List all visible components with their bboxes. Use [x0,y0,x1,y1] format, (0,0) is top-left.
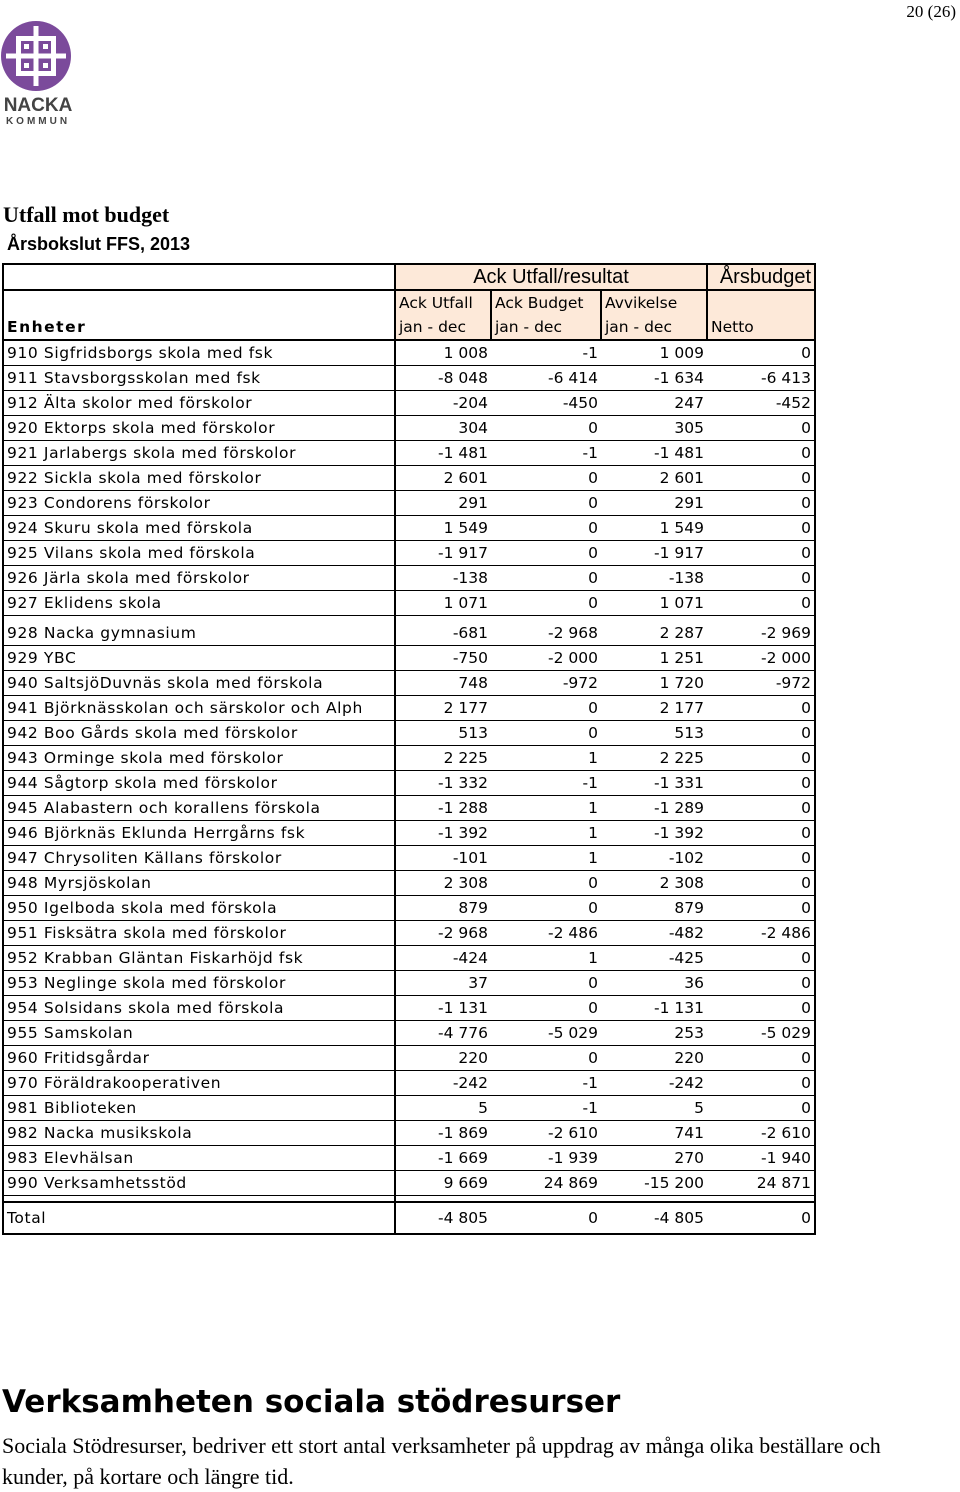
report-title: Utfall mot budget [3,202,170,227]
ack-utfall-value: 37 [395,971,491,996]
table-row [3,746,815,771]
table-row [3,391,815,416]
netto-value: 0 [707,1046,815,1071]
ack-budget-value: 0 [491,416,601,441]
avvikelse-value: 253 [601,1021,707,1046]
unit-name: 981 Biblioteken [3,1096,395,1121]
avvikelse-value: -482 [601,921,707,946]
avvikelse-value: -138 [601,566,707,591]
netto-value: 0 [707,971,815,996]
unit-name: 944 Sågtorp skola med förskolor [3,771,395,796]
ack-budget-value: 0 [491,516,601,541]
ack-budget-value: 0 [491,466,601,491]
table-row [3,846,815,871]
ack-utfall-value: -101 [395,846,491,871]
ack-utfall-value: 5 [395,1096,491,1121]
ack-budget-value: 0 [491,696,601,721]
netto-value: 0 [707,721,815,746]
unit-name: 990 Verksamhetsstöd [3,1171,395,1196]
avvikelse-value: -1 289 [601,796,707,821]
avvikelse-value: -1 634 [601,366,707,391]
netto-value: 0 [707,591,815,616]
total-row [3,1202,815,1234]
ack-budget-value: 0 [491,566,601,591]
unit-name: 982 Nacka musikskola [3,1121,395,1146]
unit-name: 910 Sigfridsborgs skola med fsk [3,340,395,366]
netto-value: -2 969 [707,621,815,646]
unit-name: 950 Igelboda skola med förskola [3,896,395,921]
table-row [3,621,815,646]
unit-name: 947 Chrysoliten Källans förskolor [3,846,395,871]
table-row [3,366,815,391]
ack-utfall-value: -2 968 [395,921,491,946]
table-row [3,946,815,971]
unit-name: 946 Björknäs Eklunda Herrgårns fsk [3,821,395,846]
table-row [3,1071,815,1096]
column-header-avvikelse-line1: Avvikelse [605,294,678,312]
avvikelse-value: 5 [601,1096,707,1121]
table-row [3,821,815,846]
ack-utfall-value: 513 [395,721,491,746]
netto-value: -2 610 [707,1121,815,1146]
group-header-year: Årsbudget [707,264,815,290]
avvikelse-value: -242 [601,1071,707,1096]
table-row [3,1046,815,1071]
ack-budget-value: -1 [491,340,601,366]
avvikelse-value: -102 [601,846,707,871]
ack-budget-value: -2 610 [491,1121,601,1146]
unit-name: 951 Fisksätra skola med förskolor [3,921,395,946]
ack-budget-value: -1 [491,771,601,796]
avvikelse-value: 220 [601,1046,707,1071]
unit-name: 926 Järla skola med förskolor [3,566,395,591]
ack-utfall-value: -4 776 [395,1021,491,1046]
ack-utfall-value: 2 601 [395,466,491,491]
total-avvikelse: -4 805 [601,1202,707,1234]
table-row [3,696,815,721]
avvikelse-value: 741 [601,1121,707,1146]
table-row [3,921,815,946]
netto-value: 0 [707,771,815,796]
unit-name: 945 Alabastern och korallens förskola [3,796,395,821]
netto-value: 0 [707,566,815,591]
ack-budget-value: 0 [491,871,601,896]
logo-subname: KOMMUN [5,116,71,127]
unit-name: 983 Elevhälsan [3,1146,395,1171]
table-row [3,996,815,1021]
avvikelse-value: -1 917 [601,541,707,566]
avvikelse-value: 2 177 [601,696,707,721]
table-row [3,796,815,821]
ack-utfall-value: 748 [395,671,491,696]
avvikelse-value: 1 720 [601,671,707,696]
ack-budget-value: 1 [491,746,601,771]
ack-budget-value: 0 [491,1046,601,1071]
ack-budget-value: -2 486 [491,921,601,946]
total-ack-budget: 0 [491,1202,601,1234]
table-row [3,721,815,746]
avvikelse-value: -425 [601,946,707,971]
ack-utfall-value: -1 917 [395,541,491,566]
ack-utfall-value: -1 131 [395,996,491,1021]
unit-name: 923 Condorens förskolor [3,491,395,516]
avvikelse-value: 2 225 [601,746,707,771]
netto-value: 0 [707,416,815,441]
avvikelse-value: 2 601 [601,466,707,491]
table-group-header [3,264,815,290]
logo-emblem-icon [0,18,76,94]
netto-value: 0 [707,996,815,1021]
ack-budget-value: -1 [491,1096,601,1121]
ack-budget-value: -2 968 [491,621,601,646]
avvikelse-value: 1 071 [601,591,707,616]
netto-value: 0 [707,696,815,721]
avvikelse-value: -1 392 [601,821,707,846]
column-header-utfall [395,290,491,340]
avvikelse-value: 1 009 [601,340,707,366]
unit-name: 929 YBC [3,646,395,671]
unit-name: 970 Föräldrakooperativen [3,1071,395,1096]
section-paragraph: Sociala Stödresurser, bedriver ett stort antal verksamheter på uppdrag av många olika beställare och kunder, på kortare och längre tid. [2,1433,881,1489]
total-label: Total [3,1202,395,1234]
ack-utfall-value: -1 392 [395,821,491,846]
ack-utfall-value: 291 [395,491,491,516]
group-header-ack: Ack Utfall/resultat [395,264,707,290]
column-header-avvikelse-line2: jan - dec [605,318,672,336]
netto-value: -972 [707,671,815,696]
table-row [3,1021,815,1046]
unit-name: 941 Björknässkolan och särskolor och Alph [3,696,395,721]
ack-utfall-value: -1 332 [395,771,491,796]
netto-value: 0 [707,896,815,921]
unit-name: 920 Ektorps skola med förskolor [3,416,395,441]
ack-budget-value: 0 [491,541,601,566]
column-header-avvikelse [601,290,707,340]
netto-value: 0 [707,516,815,541]
avvikelse-value: -1 481 [601,441,707,466]
nacka-kommun-logo [0,18,76,126]
netto-value: 0 [707,466,815,491]
column-header-budget-line1: Ack Budget [495,294,584,312]
netto-value: 24 871 [707,1171,815,1196]
column-header-netto: Netto [707,290,815,340]
table-row [3,671,815,696]
unit-name: 922 Sickla skola med förskolor [3,466,395,491]
ack-budget-value: -1 939 [491,1146,601,1171]
avvikelse-value: -1 331 [601,771,707,796]
table-row [3,491,815,516]
table-row [3,541,815,566]
table-row [3,1171,815,1196]
page-number: 20 (26) [906,2,956,21]
ack-budget-value: 0 [491,721,601,746]
ack-utfall-value: 2 177 [395,696,491,721]
avvikelse-value: 879 [601,896,707,921]
table-row [3,441,815,466]
netto-value: 0 [707,491,815,516]
ack-budget-value: 0 [491,896,601,921]
unit-name: 940 SaltsjöDuvnäs skola med förskola [3,671,395,696]
avvikelse-value: 513 [601,721,707,746]
netto-value: 0 [707,1071,815,1096]
table-row [3,871,815,896]
report-subtitle: Årsbokslut FFS, 2013 [7,234,191,254]
table-row [3,340,815,366]
unit-name: 942 Boo Gårds skola med förskolor [3,721,395,746]
unit-name: 911 Stavsborgsskolan med fsk [3,366,395,391]
ack-budget-value: -1 [491,1071,601,1096]
ack-budget-value: -2 000 [491,646,601,671]
avvikelse-value: -15 200 [601,1171,707,1196]
unit-name: 912 Älta skolor med förskolor [3,391,395,416]
unit-name: 928 Nacka gymnasium [3,621,395,646]
unit-name: 954 Solsidans skola med förskola [3,996,395,1021]
section-heading: Verksamheten sociala stödresurser [2,1384,621,1420]
table-row [3,566,815,591]
ack-budget-value: -972 [491,671,601,696]
avvikelse-value: 1 549 [601,516,707,541]
netto-value: -2 486 [707,921,815,946]
avvikelse-value: 247 [601,391,707,416]
netto-value: 0 [707,441,815,466]
ack-utfall-value: -8 048 [395,366,491,391]
ack-utfall-value: 220 [395,1046,491,1071]
ack-budget-value: 1 [491,946,601,971]
ack-utfall-value: -1 481 [395,441,491,466]
ack-budget-value: 1 [491,846,601,871]
ack-budget-value: 24 869 [491,1171,601,1196]
netto-value: 0 [707,541,815,566]
table-row [3,1146,815,1171]
unit-name: 952 Krabban Gläntan Fiskarhöjd fsk [3,946,395,971]
netto-value: 0 [707,340,815,366]
ack-budget-value: 0 [491,491,601,516]
ack-utfall-value: 2 225 [395,746,491,771]
netto-value: -5 029 [707,1021,815,1046]
netto-value: 0 [707,1096,815,1121]
column-header-enheter: Enheter [3,290,395,340]
total-ack-utfall: -4 805 [395,1202,491,1234]
ack-budget-value: 0 [491,971,601,996]
ack-budget-value: 1 [491,796,601,821]
netto-value: 0 [707,821,815,846]
netto-value: -452 [707,391,815,416]
ack-budget-value: -1 [491,441,601,466]
avvikelse-value: -1 131 [601,996,707,1021]
table-row [3,646,815,671]
ack-utfall-value: 1 549 [395,516,491,541]
unit-name: 925 Vilans skola med förskola [3,541,395,566]
ack-utfall-value: -1 288 [395,796,491,821]
unit-name: 921 Jarlabergs skola med förskolor [3,441,395,466]
ack-utfall-value: 1 008 [395,340,491,366]
table-row [3,591,815,616]
netto-value: 0 [707,746,815,771]
ack-utfall-value: -138 [395,566,491,591]
column-header-utfall-line2: jan - dec [399,318,466,336]
budget-table [2,263,816,1235]
unit-name: 955 Samskolan [3,1021,395,1046]
netto-value: -2 000 [707,646,815,671]
avvikelse-value: 2 308 [601,871,707,896]
unit-name: 948 Myrsjöskolan [3,871,395,896]
ack-budget-value: -450 [491,391,601,416]
ack-budget-value: -6 414 [491,366,601,391]
table-row [3,896,815,921]
total-netto: 0 [707,1202,815,1234]
logo-name: NACKA [3,95,73,116]
ack-utfall-value: -750 [395,646,491,671]
unit-name: 924 Skuru skola med förskola [3,516,395,541]
ack-utfall-value: -1 869 [395,1121,491,1146]
netto-value: 0 [707,871,815,896]
netto-value: 0 [707,946,815,971]
ack-utfall-value: 9 669 [395,1171,491,1196]
unit-name: 943 Orminge skola med förskolor [3,746,395,771]
avvikelse-value: 305 [601,416,707,441]
table-row [3,1121,815,1146]
ack-utfall-value: 2 308 [395,871,491,896]
avvikelse-value: 291 [601,491,707,516]
avvikelse-value: 1 251 [601,646,707,671]
ack-budget-value: 1 [491,821,601,846]
avvikelse-value: 270 [601,1146,707,1171]
unit-name: 960 Fritidsgårdar [3,1046,395,1071]
table-row [3,416,815,441]
netto-value: -1 940 [707,1146,815,1171]
table-row [3,516,815,541]
netto-value: -6 413 [707,366,815,391]
netto-value: 0 [707,796,815,821]
ack-budget-value: 0 [491,996,601,1021]
netto-value: 0 [707,846,815,871]
column-header-utfall-line1: Ack Utfall [399,294,473,312]
unit-name: 953 Neglinge skola med förskolor [3,971,395,996]
table-row [3,771,815,796]
ack-utfall-value: -204 [395,391,491,416]
avvikelse-value: 2 287 [601,621,707,646]
ack-utfall-value: 304 [395,416,491,441]
ack-budget-value: 0 [491,591,601,616]
table-row [3,971,815,996]
ack-utfall-value: -1 669 [395,1146,491,1171]
ack-utfall-value: -242 [395,1071,491,1096]
column-header-budget [491,290,601,340]
table-row [3,466,815,491]
ack-utfall-value: -681 [395,621,491,646]
column-header-budget-line2: jan - dec [495,318,562,336]
ack-budget-value: -5 029 [491,1021,601,1046]
ack-utfall-value: -424 [395,946,491,971]
unit-name: 927 Eklidens skola [3,591,395,616]
avvikelse-value: 36 [601,971,707,996]
table-column-header [3,290,815,340]
ack-utfall-value: 879 [395,896,491,921]
ack-utfall-value: 1 071 [395,591,491,616]
table-row [3,1096,815,1121]
